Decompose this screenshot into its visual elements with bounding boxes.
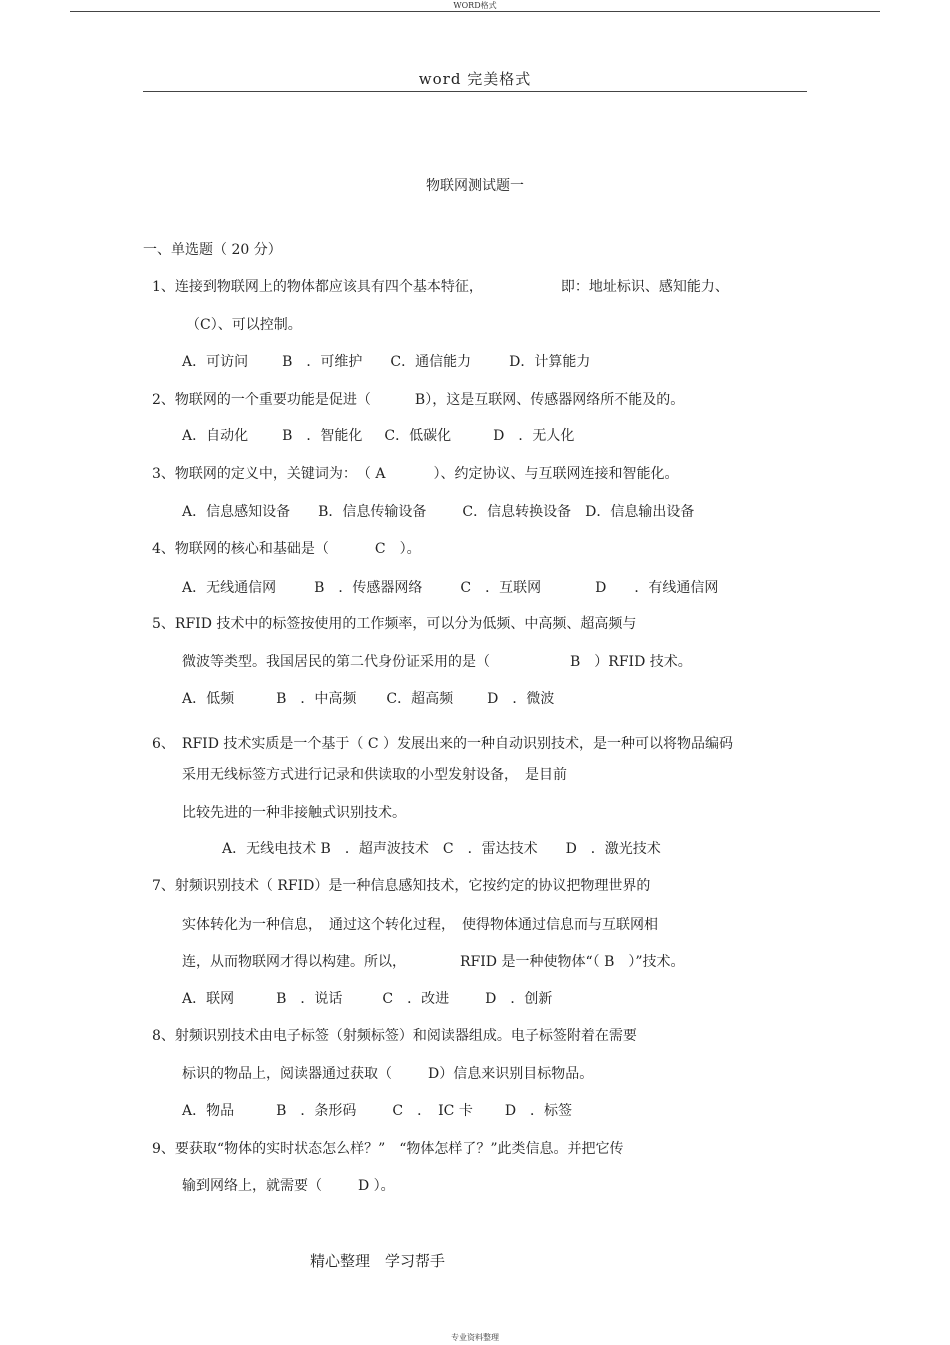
q9-stem-a: 输到网络上，就需要（: [182, 1178, 322, 1194]
q5-option-d: D ．微波: [487, 691, 555, 707]
section-heading: 一、单选题（ 20 分）: [143, 242, 282, 258]
question-6-line-3: 比较先进的一种非接触式识别技术。: [182, 805, 406, 821]
question-5-line-1: 5、RFID 技术中的标签按使用的工作频率，可以分为低频、中高频、超高频与: [152, 616, 637, 632]
q4-option-c: C ．互联网: [460, 580, 542, 596]
question-8-line-1: 8、射频识别技术由电子标签（射频标签）和阅读器组成。电子标签附着在需要: [152, 1028, 637, 1044]
document-title: 物联网测试题一: [426, 178, 524, 194]
q8-option-d: D ．标签: [504, 1103, 573, 1119]
q8-option-c: C ． IC 卡: [392, 1103, 473, 1119]
question-6-options: [222, 840, 661, 858]
q8-option-b: B ．条形码: [276, 1103, 357, 1119]
header-underline: [143, 91, 807, 92]
q5-option-b: B ．中高频: [276, 691, 357, 707]
question-2-line-1: [152, 391, 684, 409]
q2-stem-a: 2、物联网的一个重要功能是促进（: [152, 392, 371, 408]
q1-option-d: D．计算能力: [509, 354, 591, 370]
page-header-title: word 完美格式: [418, 70, 532, 88]
q5-option-c: C．超高频: [386, 691, 454, 707]
q3-stem-a: 3、物联网的定义中，关键词为： （ A: [152, 466, 386, 482]
q1-option-c: C．通信能力: [390, 354, 472, 370]
q1-stem-a: 1、连接到物联网上的物体都应该具有四个基本特征，: [152, 279, 483, 295]
q4-option-b: B ．传感器网络: [314, 580, 423, 596]
q6-option-d: D ．激光技术: [565, 841, 661, 857]
question-6-line-2: 采用无线标签方式进行记录和供读取的小型发射设备， 是目前: [182, 767, 567, 783]
q1-stem-b: 即：地址标识、感知能力、: [560, 279, 729, 295]
q8-stem-b: D）信息来识别目标物品。: [428, 1066, 594, 1082]
q7-option-b: B ．说话: [276, 991, 343, 1007]
q2-option-a: A．自动化: [182, 428, 249, 444]
page-header-small: WORD格式: [453, 1, 497, 10]
q3-option-b: B．信息传输设备: [318, 504, 427, 520]
q4-option-a: A．无线通信网: [182, 580, 277, 596]
q3-option-a: A．信息感知设备: [182, 504, 291, 520]
question-9-line-1: 9、要获取“物体的实时状态怎么样？” “物体怎样了？”此类信息。并把它传: [152, 1141, 624, 1157]
q6-option-c: C ．雷达技术: [442, 841, 538, 857]
q5-stem-a: 微波等类型。我国居民的第二代身份证采用的是（: [182, 654, 490, 670]
q2-stem-b: B），这是互联网、传感器网络所不能及的。: [414, 392, 685, 408]
q7-stem-b: RFID 是一种使物体“（ B ）”技术。: [460, 954, 685, 970]
question-8-options: [182, 1102, 572, 1120]
question-5-options: [182, 690, 554, 708]
q3-stem-b: ）、约定协议、与互联网连接和智能化。: [433, 466, 679, 482]
question-7-line-2: 实体转化为一种信息， 通过这个转化过程， 使得物体通过信息而与互联网相: [182, 917, 658, 933]
page-footer-small: 专业资料整理: [451, 1333, 499, 1342]
q7-option-c: C ．改进: [382, 991, 450, 1007]
q7-option-d: D ．创新: [485, 991, 553, 1007]
question-2-options: [182, 427, 574, 445]
q3-option-c: C．信息转换设备: [462, 504, 572, 520]
question-5-line-2: [182, 653, 692, 671]
q4-stem-a: 4、物联网的核心和基础是（: [152, 541, 329, 557]
q8-stem-a: 标识的物品上，阅读器通过获取（: [182, 1066, 392, 1082]
footer-slogan: 精心整理 学习帮手: [310, 1252, 446, 1270]
question-7-line-1: 7、射频识别技术（ RFID）是一种信息感知技术，它按约定的协议把物理世界的: [152, 878, 651, 894]
q6-option-ab: A．无线电技术 B ．超声波技术: [222, 841, 429, 857]
q4-option-d: D ．有线通信网: [595, 580, 719, 596]
q2-option-c: C．低碳化: [384, 428, 452, 444]
q3-option-d: D．信息输出设备: [585, 504, 695, 520]
question-7-options: [182, 990, 552, 1008]
question-4-options: [182, 579, 718, 597]
question-3-line-1: [152, 465, 678, 483]
q7-option-a: A．联网: [182, 991, 235, 1007]
q1-option-b: B ．可维护: [282, 354, 363, 370]
q2-option-b: B ．智能化: [282, 428, 363, 444]
q7-stem-a: 连，从而物联网才得以构建。所以，: [182, 954, 406, 970]
question-1-line-1: [152, 278, 729, 296]
q8-option-a: A．物品: [182, 1103, 235, 1119]
header-divider: [70, 11, 880, 12]
q9-stem-b: D ）。: [358, 1178, 395, 1194]
q2-option-d: D ．无人化: [493, 428, 575, 444]
question-1-options: [182, 353, 590, 371]
question-7-line-3: [182, 953, 685, 971]
question-1-line-2: （C）、可以控制。: [186, 317, 302, 333]
q1-option-a: A．可访问: [182, 354, 249, 370]
question-8-line-2: [182, 1065, 593, 1083]
question-3-options: [182, 503, 694, 521]
question-6-line-1: 6、 RFID 技术实质是一个基于（ C ）发展出来的一种自动识别技术，是一种可以将物品编码: [152, 736, 733, 752]
q4-stem-b: C ）。: [374, 541, 421, 557]
question-9-line-2: [182, 1177, 395, 1195]
question-4-line-1: [152, 540, 421, 558]
q5-option-a: A．低频: [182, 691, 235, 707]
q5-stem-b: B ）RFID 技术。: [570, 654, 692, 670]
